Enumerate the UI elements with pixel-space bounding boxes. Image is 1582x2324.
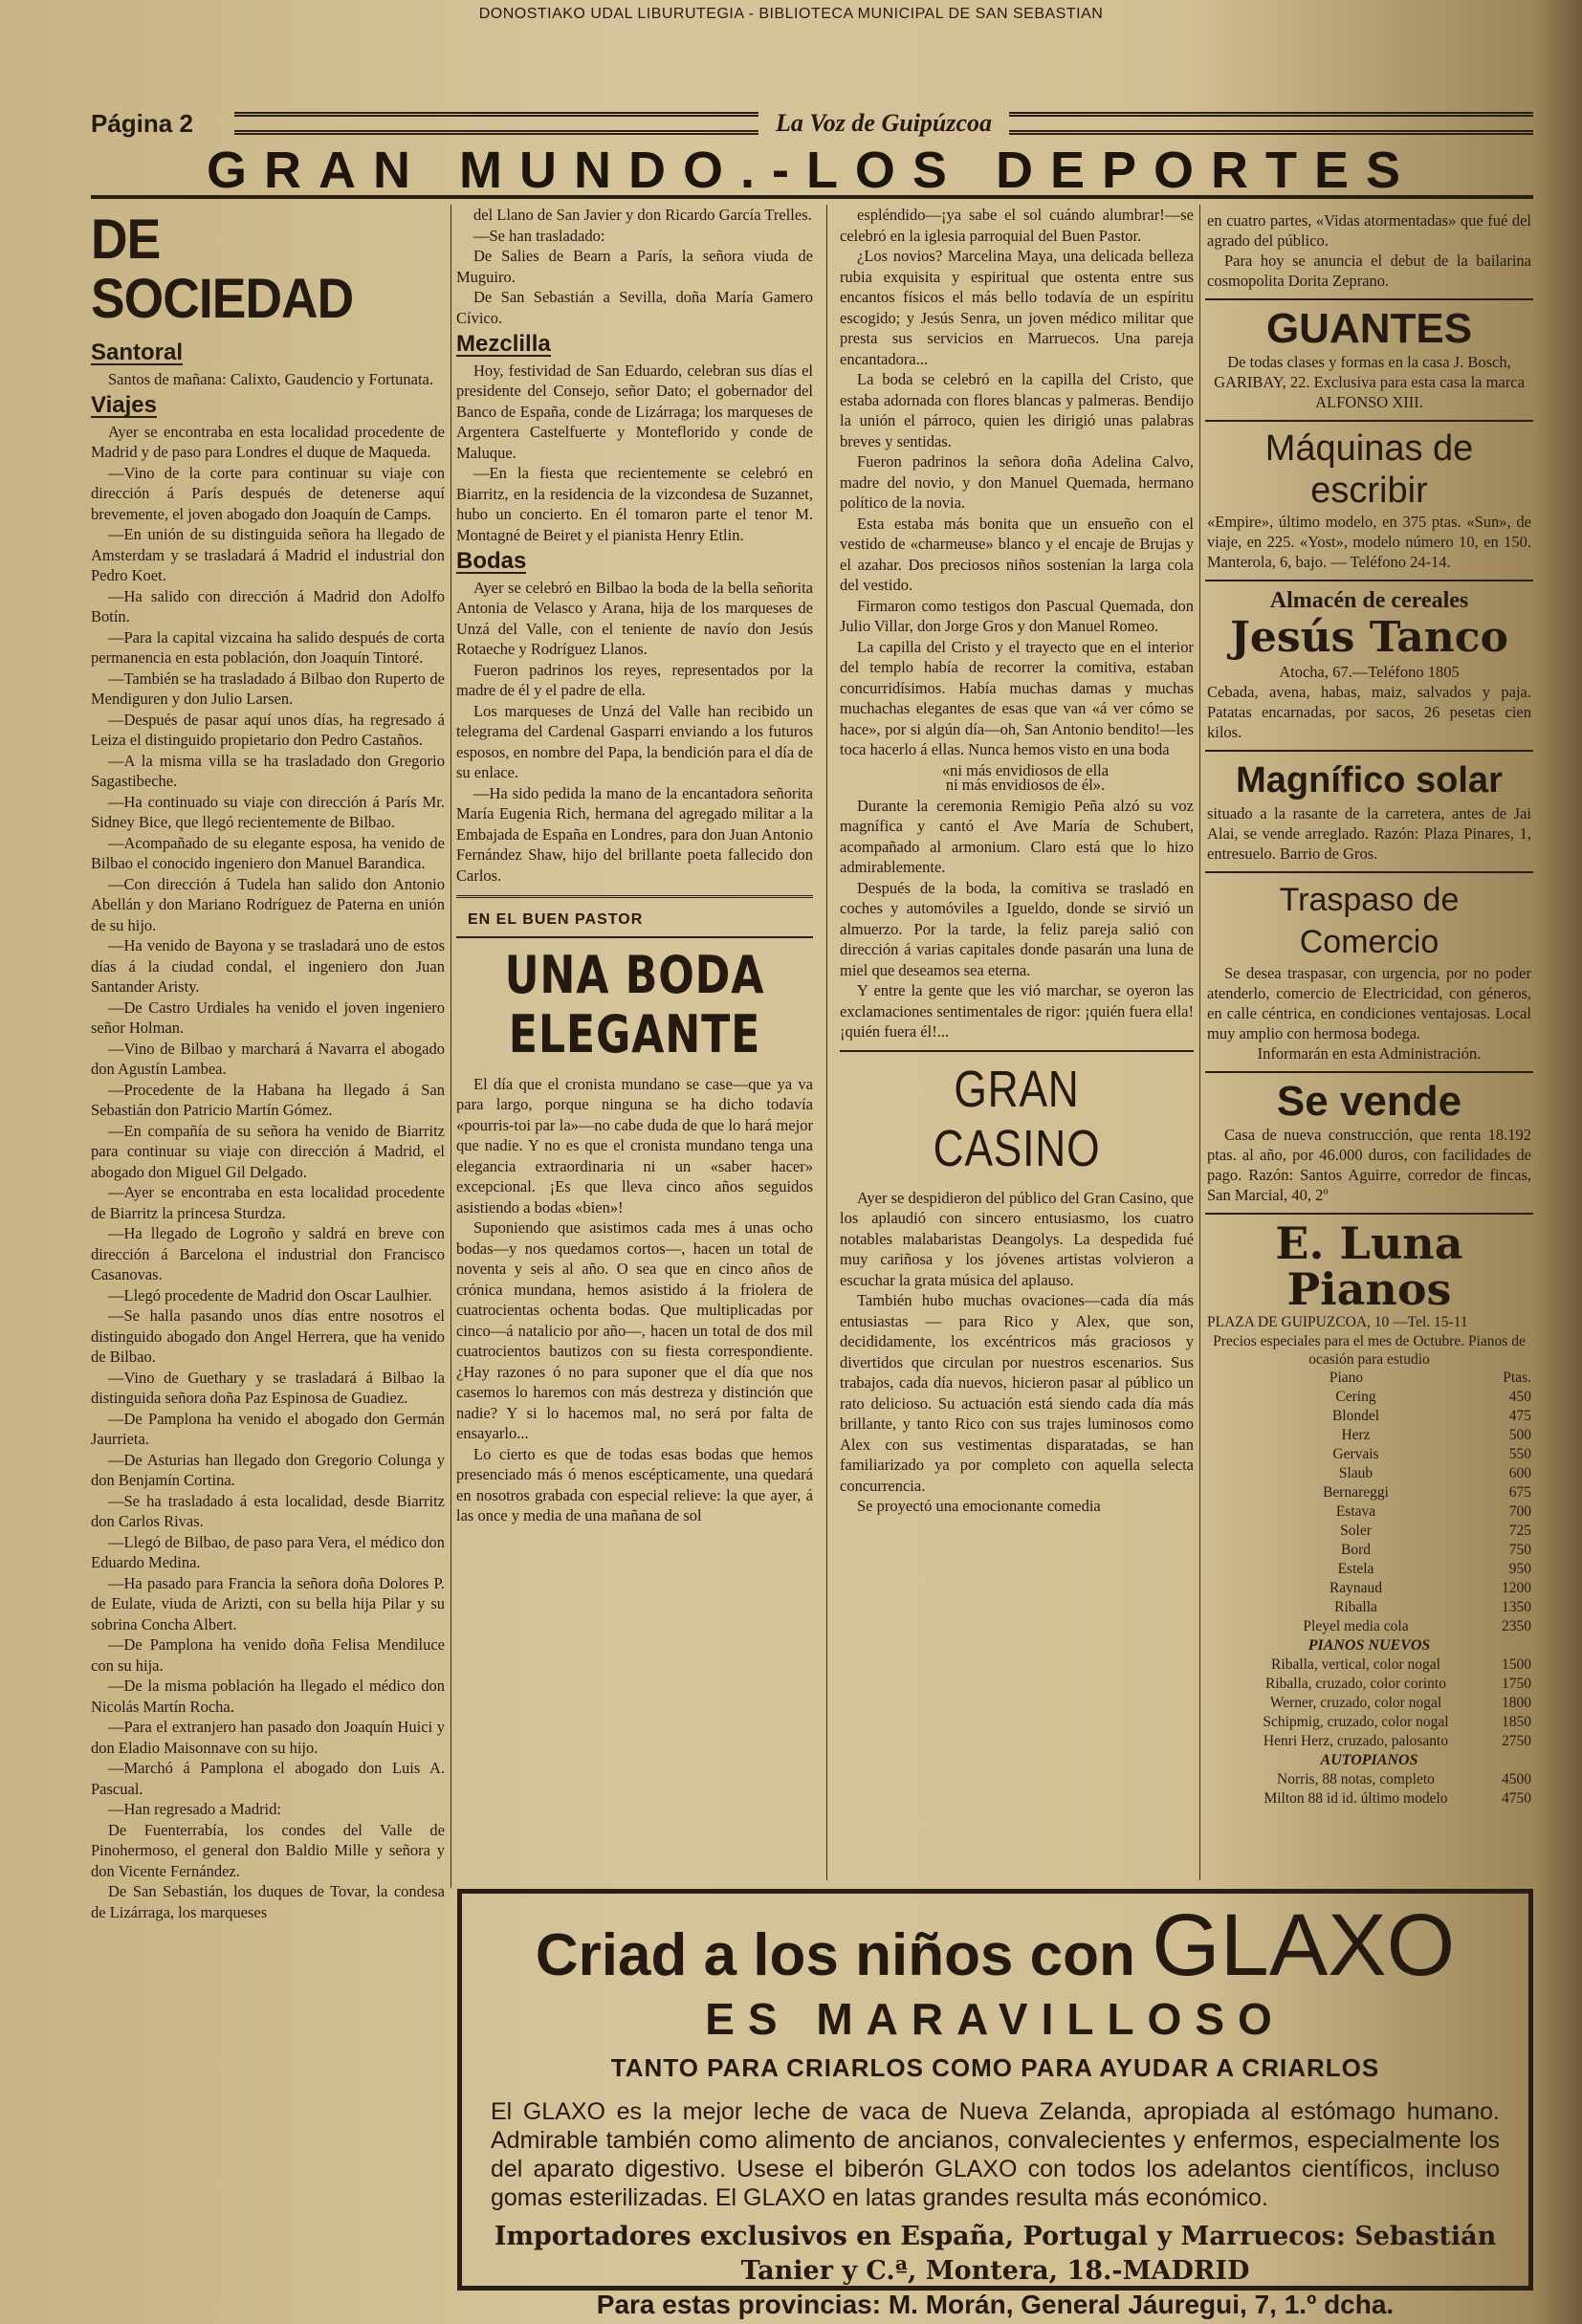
paragraph: El día que el cronista mundano se case—que ya va para largo, porque ninguna se ha dicho todavía «pourris-toi par la»—no cabe duda de que lo hará mejor que nadie. Y no es que el cronista mundano tenga una elegancia extraordinaria ni un «saber hacer» excepcional. ¡Es que lleva cinco años seguidos asistiendo a bodas «bien»! [456, 1074, 813, 1217]
paragraph: —Procedente de la Habana ha llegado á San Sebastián don Patricio Martín Gómez. [91, 1080, 445, 1119]
section-banner: GRAN MUNDO.-LOS DEPORTES [206, 142, 1418, 199]
paragraph: espléndido—¡ya sabe el sol cuándo alumbrar!—se celebró en la iglesia parroquial del Buen Pastor. [840, 206, 1194, 245]
heading-santoral: Santoral [91, 340, 184, 365]
paragraph: De San Sebastián, los duques de Tovar, la condesa de Lizárraga, los marqueses [91, 1882, 445, 1921]
piano-name: Riballa, vertical, color nogal [1271, 1656, 1440, 1673]
piano-price: 750 [1508, 1542, 1531, 1558]
piano-name: Schipmig, cruzado, color nogal [1263, 1714, 1449, 1730]
banner-rule [91, 195, 1533, 199]
header-rule-left [234, 112, 758, 135]
glaxo-line1: Criad a los niños con [535, 1922, 1135, 1988]
heading-viajes: Viajes [91, 392, 157, 418]
casino-cont-text-2: Para hoy se anuncia el debut de la bailarina cosmopolita Dorita Zeprano. [1207, 252, 1531, 290]
paragraph: También hubo muchas ovaciones—cada día más entusiastas — para Rico y Alex, que son, decididamente, los excéntricos más graciosos y divertidos que circulan por nuestros escenarios. Sus trabajos, cada día nuevos, hicieron pasar al público un rato delicioso. Su actuación está siendo cada día más brillante, y tanto Rico con sus trajes luminosos como Alex con sus vestimentas disparatadas, se han familiarizado ya por completo con aquella selecta concurrencia. [840, 1291, 1194, 1495]
piano-row [1207, 1789, 1531, 1809]
paragraph: —De Asturias han llegado don Gregorio Colunga y don Benjamín Cortina. [91, 1450, 445, 1489]
heading-mezclilla: Mezclilla [456, 331, 551, 357]
paragraph: Ayer se celebró en Bilbao la boda de la bella señorita Antonia de Velasco y Arana, hija de los marqueses de Unzá del Valle, con el teniente de navío don Jesús Rotaeche y Rodríguez Llanos. [456, 578, 813, 658]
ad-solar-title: Magnífico solar [1236, 760, 1503, 800]
piano-name: Blondel [1331, 1408, 1380, 1424]
ad-vende-title: Se vende [1276, 1078, 1462, 1125]
piano-row [1207, 1598, 1531, 1617]
paragraph: —A la misma villa se ha trasladado don Gregorio Sagastibeche. [91, 751, 445, 790]
header-rule-right [1009, 112, 1533, 135]
piano-price: 2350 [1502, 1618, 1531, 1634]
piano-name: Riballa [1334, 1599, 1377, 1615]
heading-bodas: Bodas [456, 548, 527, 574]
mezclilla-list [456, 361, 813, 546]
piano-price: 450 [1508, 1389, 1531, 1405]
paragraph: Se proyectó una emocionante comedia [857, 1497, 1101, 1515]
ad-traspaso-text: Se desea traspasar, con urgencia, por no poder atenderlo, comercio de Electricidad, con géneros, en calle céntrica, en condiciones ventajosas. Local muy amplio con hermosa bodega. [1207, 964, 1531, 1042]
piano-price: 1750 [1502, 1676, 1531, 1692]
paragraph: Y entre la gente que les vió marchar, se oyeron las exclamaciones sentimentales de rigor: ¡quién fuera ella! ¡quién fuera él!... [840, 981, 1194, 1041]
paragraph: —Vino de la corte para continuar su viaje con dirección á París después de detenerse aquí brevemente, el joven abogado don Joaquín de Camps. [91, 463, 445, 523]
paragraph: De San Sebastián a Sevilla, doña María Gamero Cívico. [456, 288, 813, 327]
piano-name: Werner, cruzado, color nogal [1269, 1695, 1442, 1711]
paragraph: —En unión de su distinguida señora ha llegado de Amsterdam y se trasladará á Madrid el industrial don Pedro Koet. [91, 525, 445, 584]
paragraph: —Se han trasladado: [473, 226, 605, 245]
piano-row [1207, 1655, 1531, 1675]
piano-price: 4750 [1502, 1790, 1531, 1807]
piano-name: Raynaud [1329, 1580, 1383, 1596]
piano-section-label: AUTOPIANOS [1320, 1752, 1418, 1768]
paragraph: —De Castro Urdiales ha venido el joven ingeniero señor Holman. [91, 998, 445, 1037]
ad-tanco-pre: Almacén de cereales [1269, 588, 1469, 613]
masthead: La Voz de Guipúzcoa [775, 109, 993, 137]
piano-name: Riballa, cruzado, color corinto [1265, 1676, 1446, 1692]
piano-row [1207, 1770, 1531, 1789]
paragraph: —Se halla pasando unos días entre nosotros el distinguido abogado don Angel Herrera, que ha venido de Bilbao. [91, 1306, 445, 1366]
glaxo-tagline: TANTO PARA CRIARLOS COMO PARA AYUDAR A CRIARLOS [610, 2053, 1380, 2082]
piano-header-name: Piano [1329, 1370, 1364, 1386]
piano-name: Pleyel media cola [1303, 1618, 1409, 1634]
column-sociedad [91, 205, 445, 2290]
section-title-sociedad: DE SOCIEDAD [91, 208, 354, 330]
paragraph: —Vino de Bilbao y marchará á Navarra el abogado don Agustín Lambea. [91, 1039, 445, 1078]
paragraph: —Para el extranjero han pasado don Joaquín Huici y don Eladio Maisonnave con su hijo. [91, 1718, 445, 1757]
piano-section-heading [1207, 1636, 1531, 1655]
paragraph: —Ayer se encontraba en esta localidad procedente de Biarritz la princesa Sturdza. [91, 1183, 445, 1222]
piano-price: 1800 [1502, 1695, 1531, 1711]
ad-traspaso [1205, 873, 1533, 1073]
boda-end [840, 796, 1194, 1042]
piano-price: 2750 [1502, 1733, 1531, 1749]
piano-row [1207, 1407, 1531, 1426]
ad-tanco-title: Jesús Tanco [1230, 613, 1508, 662]
title-boda-elegante: UNA BODA ELEGANTE [504, 944, 765, 1064]
paragraph: —Después de pasar aquí unos días, ha regresado á Leiza el distinguido propietario don Pedro Castaños. [91, 710, 445, 749]
ad-maquinas-text: «Empire», último modelo, en 375 ptas. «Sun», de viaje, en 225. «Yost», modelo número 10, en 150. Manterola, 6, bajo. — Teléfono 24-14. [1207, 513, 1531, 571]
paragraph: De Fuenterrabía, los condes del Valle de Pinohermoso, el general don Baldio Mille y señora y don Vicente Fernández. [91, 1820, 445, 1880]
piano-section-heading [1207, 1751, 1531, 1770]
paragraph: —Ha salido con dirección á Madrid don Adolfo Botín. [91, 586, 445, 625]
piano-row [1207, 1617, 1531, 1636]
paragraph: Después de la boda, la comitiva se trasladó en coches y automóviles a Igueldo, donde se sirvió un almuerzo. Por la tarde, la feliz pareja salió con dirección á varias capitales donde pasarán una luna de miel que deseamos sea eterna. [840, 878, 1194, 979]
paragraph: La boda se celebró en la capilla del Cristo, que estaba adornada con flores blancas y palmeras. Bendijo la unión el párroco, quien les dirigió unas palabras breves y sentidas. [840, 370, 1194, 450]
ad-luna-address: PLAZA DE GUIPUZCOA, 10 —Tel. 15-11 [1207, 1314, 1468, 1330]
paragraph: —De Pamplona ha venido doña Felisa Mendiluce con su hija. [91, 1635, 445, 1675]
ad-luna-subtitle: Precios especiales para el mes de Octubre. Pianos de ocasión para estudio [1213, 1333, 1526, 1368]
paragraph: De Salies de Bearn a París, la señora viuda de Muguiro. [456, 247, 813, 286]
piano-row [1207, 1483, 1531, 1502]
glaxo-headline [462, 1896, 1528, 1994]
piano-price: 675 [1508, 1484, 1531, 1501]
column-divider [826, 205, 827, 1880]
paragraph: —Han regresado a Madrid: [108, 1800, 281, 1818]
piano-price: 500 [1508, 1427, 1531, 1443]
paragraph: —En la fiesta que recientemente se celebró en Biarritz, en la residencia de la vizcondesa de Suzannet, hubo un concierto. En él tomaron parte el tenor M. Montagné de Beiret y el pianista Henry Etlin. [456, 464, 813, 544]
piano-name: Henri Herz, cruzado, palosanto [1263, 1733, 1449, 1749]
ad-maquinas [1205, 422, 1533, 581]
piano-row [1207, 1675, 1531, 1694]
paragraph: —De Pamplona ha venido el abogado don Germán Jaurrieta. [91, 1409, 445, 1448]
ad-guantes-text: De todas clases y formas en la casa J. Bosch, GARIBAY, 22. Exclusiva para esta casa la marca ALFONSO XIII. [1214, 353, 1525, 411]
ad-glaxo [457, 1889, 1533, 2319]
piano-price: 700 [1508, 1503, 1531, 1520]
ad-solar-text: situado a la rasante de la carretera, antes de Jai Alai, se vende arreglado. Razón: Plaza Pinares, 1, entresuelo. Barrio de Gros. [1207, 804, 1531, 863]
piano-name: Herz [1341, 1427, 1371, 1443]
piano-row [1207, 1579, 1531, 1598]
piano-price: 1500 [1502, 1656, 1531, 1673]
casino-continued [1205, 205, 1533, 300]
paragraph: —Llegó procedente de Madrid don Oscar Laulhier. [108, 1285, 432, 1305]
paragraph: —Ha llegado de Logroño y saldrá en breve con dirección á Barcelona el industrial don Francisco Casanovas. [91, 1224, 445, 1283]
paragraph: —También se ha trasladado á Bilbao don Ruperto de Mendiguren y don Julio Larsen. [91, 669, 445, 708]
ad-tanco-text: Cebada, avena, habas, maiz, salvados y paja. Patatas encarnadas, por sacos, 26 pesetas cien kilos. [1207, 683, 1531, 741]
title-gran-casino: GRAN CASINO [933, 1060, 1101, 1177]
piano-name: Norris, 88 notas, completo [1277, 1771, 1435, 1787]
paragraph: Esta estaba más bonita que un ensueño con el vestido de «charmeuse» blanco y el encaje de Brujas y el azahar. Dos preciosos niños sostenían la larga cola del vestido. [840, 514, 1194, 594]
paragraph: —Ha pasado para Francia la señora doña Dolores P. de Eulate, viuda de Arizti, con su bella hija Pilar y su sobrina Concha Albert. [91, 1573, 445, 1633]
paragraph: Los marqueses de Unzá del Valle han recibido un telegrama del Cardenal Gasparri enviando a los futuros esposos, en nombre del Papa, la bendición para el día de su enlace. [456, 701, 813, 781]
glaxo-importers: Importadores exclusivos en España, Portugal y Marruecos: Sebastián Tanier y C.ª, Montera, 18.-MADRID [494, 2222, 1497, 2286]
ad-guantes-title: GUANTES [1265, 305, 1473, 352]
glaxo-brand: GLAXO [1152, 1896, 1456, 1994]
piano-name: Estela [1337, 1561, 1374, 1577]
ad-se-vende [1205, 1073, 1533, 1215]
paragraph: del Llano de San Javier y don Ricardo García Trelles. [473, 206, 812, 224]
ad-traspaso-title: Traspaso de Comercio [1279, 882, 1460, 960]
piano-row [1207, 1713, 1531, 1732]
piano-row [1207, 1732, 1531, 1751]
viajes-list [91, 422, 445, 1923]
paragraph: —Ha sido pedida la mano de la encantadora señorita María Eugenia Rich, hermana del agregado militar a la Embajada de España en Londres, para don Juan Antonio Fernández Shaw, hijo del brillante poeta fallecido don Carlos. [456, 783, 813, 885]
casino-cont-text: en cuatro partes, «Vidas atormentadas» que fué del agrado del público. [1207, 211, 1531, 250]
piano-row [1207, 1388, 1531, 1407]
paragraph: Hoy, festividad de San Eduardo, celebran sus días el presidente del Consejo, señor Dato; el gobernador del Banco de España, conde de Lizárraga; los marqueses de Argentera Castelfuerte y Monteflorido y conde de Maluque. [456, 361, 813, 462]
ad-tanco-address: Atocha, 67.—Teléfono 1805 [1279, 663, 1460, 681]
bodas-list [456, 578, 813, 887]
piano-name: Gervais [1332, 1446, 1379, 1462]
piano-name: Estava [1335, 1503, 1376, 1520]
casino-article [840, 1188, 1194, 1517]
piano-row [1207, 1426, 1531, 1445]
piano-price: 1200 [1502, 1580, 1531, 1596]
ad-maquinas-title: Máquinas de escribir [1264, 428, 1474, 511]
ad-guantes [1205, 300, 1533, 422]
paragraph: —Acompañado de su elegante esposa, ha venido de Bilbao el conocido ingeniero don Manuel Barandica. [91, 833, 445, 872]
ad-tanco [1205, 581, 1533, 752]
paragraph: Suponiendo que asistimos cada mes á unas ocho bodas—y nos quedamos cortos—, hacen un total de noventa y seis al año. O sea que en cinco años de crónica mundana, hemos asistido á la friolera de cuatrocientas ochenta bodas. Que multiplicadas por cinco—á natalicio por año—, hacen un total de dos mil cuatrocientos bautizos con su fiesta correspondiente. ¿Hay razones ó no para suponer que el día que nos casemos lo haremos con más destreza y distinción que nadie? Y si lo hacemos mal, no será por falta de ensayarlo... [456, 1218, 813, 1442]
paragraph: Lo cierto es que de todas esas bodas que hemos presenciado más ó menos escépticamente, una quedará en nosotros grabada con especial relieve: la que ayer, á las once y media de una mañana de sol [456, 1444, 813, 1524]
paragraph: —Ha continuado su viaje con dirección á París Mr. Sidney Bice, que llegó recientemente de Bilbao. [91, 792, 445, 831]
paragraph: —Llegó de Bilbao, de paso para Vera, el médico don Eduardo Medina. [91, 1532, 445, 1571]
column-divider [1199, 205, 1200, 1880]
piano-name: Milton 88 id id. último modelo [1263, 1790, 1448, 1807]
ad-vende-text: Casa de nueva construcción, que renta 18.192 ptas. al año, por 46.000 duros, con facilidades de pago. Razón: Santos Aguirre, corredor de fincas, San Marcial, 40, 2º [1207, 1126, 1531, 1204]
piano-price: 4500 [1502, 1771, 1531, 1787]
piano-price: 600 [1508, 1465, 1531, 1481]
piano-price: 475 [1508, 1408, 1531, 1424]
paragraph: —De la misma población ha llegado el médico don Nicolás Martín Rocha. [91, 1677, 445, 1716]
paragraph: —Con dirección á Tudela han salido don Antonio Abellán y don Mariano Rodríguez de Paterna en unión de su hijo. [91, 874, 445, 934]
paragraph: —Para la capital vizcaina ha salido después de corta permanencia en esta población, don Joaquín Tintoré. [91, 627, 445, 667]
piano-row [1207, 1694, 1531, 1713]
boda-continued [840, 205, 1194, 760]
piano-row [1207, 1522, 1531, 1541]
viajes-continued [456, 205, 813, 328]
ad-luna-title: E. Luna Pianos [1275, 1217, 1463, 1315]
paragraph: Ayer se despidieron del público del Gran Casino, que los aplaudió con sincero entusiasmo, los cuatro notables malabaristas Deangolys. La despedida fué muy cariñosa y los jóvenes artistas volvieron a escuchar la grata música del aplauso. [840, 1188, 1194, 1289]
glaxo-provinces: Para estas provincias: M. Morán, General Jáuregui, 7, 1.º dcha. [596, 2290, 1395, 2319]
piano-section-label: PIANOS NUEVOS [1307, 1637, 1431, 1654]
paragraph: —Vino de Guethary y se trasladará á Bilbao la distinguida señora doña Paz Espinosa de Guadiez. [91, 1368, 445, 1407]
piano-price: 725 [1508, 1523, 1531, 1539]
piano-name: Bord [1341, 1542, 1371, 1558]
ad-solar [1205, 752, 1533, 873]
piano-name: Bernareggi [1323, 1484, 1389, 1501]
page-header [91, 103, 1533, 143]
piano-name: Cering [1335, 1389, 1376, 1405]
paragraph: Firmaron como testigos don Pascual Quemada, don Julio Villar, don Jorge Gros y don Manuel Romeo. [840, 596, 1194, 635]
paragraph: —Marchó á Pamplona el abogado don Luis A. Pascual. [91, 1759, 445, 1798]
ad-luna-pianos [1205, 1215, 1533, 1816]
piano-price-table [1207, 1369, 1531, 1809]
piano-price: 950 [1508, 1561, 1531, 1577]
boda-article [456, 1074, 813, 1526]
piano-price: 550 [1508, 1446, 1531, 1462]
piano-row [1207, 1560, 1531, 1579]
archive-header: DONOSTIAKO UDAL LIBURUTEGIA - BIBLIOTECA MUNICIPAL DE SAN SEBASTIAN [478, 6, 1104, 22]
ad-traspaso-contact: Informarán en esta Administración. [1257, 1044, 1482, 1063]
piano-row [1207, 1541, 1531, 1560]
piano-name: Slaub [1338, 1465, 1373, 1481]
verse-line: «ni más envidiosos de ella [941, 760, 1110, 779]
glaxo-slogan: ES MARAVILLOSO [705, 1994, 1285, 2044]
paragraph: La capilla del Cristo y el trayecto que en el interior del templo había de recorrer la comitiva, estaban concurridísimos. Había muchas damas y muchas muchachas elegantes de esas que van «á ver cómo se hace», por si algún día—oh, San Antonio bendito!—les toca hacerlo á ellas. Nunca hemos visto en una boda [840, 637, 1194, 758]
piano-row [1207, 1464, 1531, 1483]
page-label: Página 2 [91, 108, 193, 138]
paragraph: —Ha venido de Bayona y se trasladará uno de estos días á la ciudad condal, el ingeniero don Juan Santander Aristy. [91, 936, 445, 996]
paragraph: Ayer se encontraba en esta localidad procedente de Madrid y de paso para Londres el duque de Maqueda. [91, 422, 445, 461]
piano-header-price: Ptas. [1503, 1370, 1531, 1386]
paragraph: ¿Los novios? Marcelina Maya, una delicada belleza rubia exquisita y espiritual que ostenta entre sus encantos físicos el más bello todavía de un espíritu escogido; y Jesús Senra, un joven médico militar que presta sus servicios en Marruecos. Una pareja encantadora... [840, 247, 1194, 368]
column-divider [450, 205, 451, 1888]
piano-price: 1350 [1502, 1599, 1531, 1615]
piano-price: 1850 [1502, 1714, 1531, 1730]
piano-row [1207, 1445, 1531, 1464]
paragraph: Fueron padrinos los reyes, representados por la madre de él y el padre de ella. [456, 660, 813, 699]
santoral-text: Santos de mañana: Calixto, Gaudencio y Fortunata. [108, 369, 434, 388]
piano-row [1207, 1502, 1531, 1522]
paragraph: Durante la ceremonia Remigio Peña alzó su voz magnífica y cantó el Ave María de Schubert, acompañado al armonium. Claro está que lo hizo admirablemente. [840, 796, 1194, 876]
paragraph: —Se ha trasladado á esta localidad, desde Biarritz don Carlos Rivas. [91, 1491, 445, 1530]
piano-table-header [1207, 1369, 1531, 1388]
verse-line: ni más envidiosos de él». [945, 776, 1106, 794]
paragraph: —En compañía de su señora ha venido de Biarritz para continuar su viaje con dirección á Madrid, el abogado don Miguel Gil Delgado. [91, 1121, 445, 1181]
paragraph: Fueron padrinos la señora doña Adelina Calvo, madre del novio, y don Manuel Quemada, hermano político de la novia. [840, 452, 1194, 512]
glaxo-body: El GLAXO es la mejor leche de vaca de Nueva Zelanda, apropiada al estómago humano. Admirable también como alimento de ancianos, convalecientes y enfermos, especialmente los del aparato digestivo. Usese el biberón GLAXO con todos los adelantos científicos, incluso gomas esterilizadas. El GLAXO en latas grandes resulta más económico. [491, 2098, 1500, 2211]
piano-name: Soler [1340, 1523, 1372, 1539]
kicker-buen-pastor: EN EL BUEN PASTOR [468, 911, 644, 928]
